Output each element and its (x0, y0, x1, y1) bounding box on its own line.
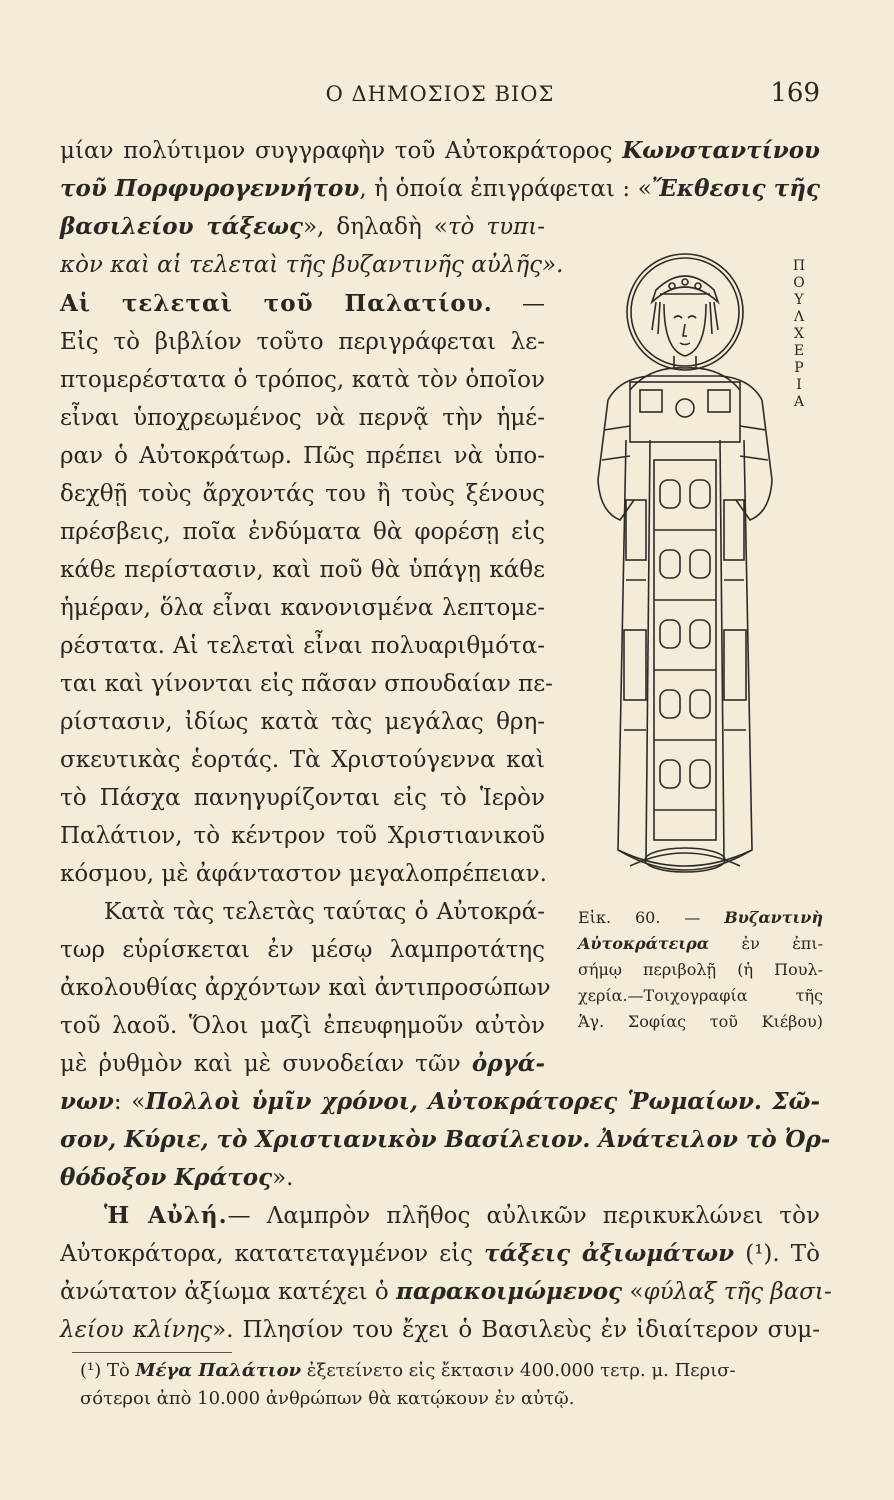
text-span: μὲ ῥυθμὸν καὶ μὲ συνοδείαν τῶν (60, 1051, 472, 1077)
text-line: δεχθῇ τοὺς ἄρχοντάς του ἢ τοὺς ξένους (60, 481, 545, 507)
caption-line: Ἁγ. Σοφίας τοῦ Κιέβου) (578, 1012, 823, 1031)
text-line (60, 1239, 820, 1269)
caption-emphasis: Αὐτοκράτειρα (578, 934, 710, 953)
book-title: βασιλείου τάξεως (60, 213, 303, 240)
text-line: πρέσβεις, ποῖα ἐνδύματα θὰ φορέσῃ εἰς (60, 519, 545, 545)
acclamation: θόδοξον Κράτος (60, 1164, 273, 1191)
text-line (60, 212, 545, 242)
footnote-rule (72, 1352, 232, 1353)
text-span: : « (113, 1089, 146, 1115)
caption-line: χερία.—Τοιχογραφία τῆς (578, 986, 823, 1005)
text-line (60, 174, 820, 204)
acclamation: Πολλοὶ ὑμῖν χρόνοι, Αὐτοκράτορες Ῥωμαίων. Σῶ- (145, 1088, 820, 1115)
empress-drawing (590, 250, 780, 890)
section-heading: Ἡ Αὐλή. (104, 1202, 228, 1229)
label-letter: Ε (793, 343, 805, 359)
text-line (60, 136, 820, 166)
text-span: « (622, 1279, 644, 1305)
emphasis: παρακοιμώμενος (396, 1278, 623, 1305)
text-span: ἀνώτατον ἀξίωμα κατέχει ὁ (60, 1279, 397, 1305)
label-letter: Ι (796, 377, 802, 393)
running-header (60, 78, 820, 118)
quoted-phrase: λείου κλίνης (60, 1317, 213, 1343)
text-line: Κατὰ τὰς τελετὰς ταύτας ὁ Αὐτοκρά- (104, 899, 545, 925)
text-line: τωρ εὑρίσκεται ἐν μέσῳ λαμπροτάτης (60, 937, 545, 963)
text-line (60, 1049, 545, 1079)
label-letter: Υ (794, 292, 804, 308)
label-letter: Λ (793, 309, 805, 325)
section-heading-line (60, 289, 545, 319)
label-letter: Π (792, 258, 806, 274)
section-heading-line (104, 1201, 820, 1231)
section-heading: Αἱ τελεταὶ τοῦ Παλατίου. (60, 290, 493, 317)
label-letter: Α (793, 394, 805, 410)
caption-line (578, 931, 823, 957)
caption-line (578, 905, 823, 931)
text-line: κόσμου, μὲ ἀφάνταστον μεγαλοπρέπειαν. (60, 861, 547, 887)
emperor-epithet: τοῦ Πορφυρογεννήτου (60, 175, 360, 202)
text-line (60, 1163, 294, 1193)
footnote-line (80, 1358, 736, 1384)
figure-number: Εἰκ. 60. — (578, 908, 725, 927)
text-span: Αὐτοκράτορα, κατατεταγμένον εἰς (60, 1241, 485, 1267)
text-span: », δηλαδὴ « (302, 214, 448, 240)
text-line: ρίστασιν, ἰδίως κατὰ τὰς μεγάλας θρη- (60, 709, 545, 735)
emphasis: ὀργά- (471, 1050, 545, 1077)
text-span: ». Πλησίον του ἔχει ὁ Βασιλεὺς ἐν ἰδιαίτερον συμ- (212, 1317, 820, 1343)
text-line: εἶναι ὑποχρεωμένος νὰ περνᾷ τὴν ἡμέ- (60, 405, 545, 431)
text-span: , ἡ ὁποία ἐπιγράφεται : « (359, 176, 652, 202)
text-line: κάθε περίστασιν, καὶ ποῦ θὰ ὑπάγῃ κάθε (60, 557, 545, 583)
running-title: Ο ΔΗΜΟΣΙΟΣ ΒΙΟΣ (325, 82, 555, 106)
text-line: ται καὶ γίνονται εἰς πᾶσαν σπουδαίαν πε- (60, 671, 553, 697)
text-line: τοῦ λαοῦ. Ὅλοι μαζὶ ἐπευφημοῦν αὐτὸν (60, 1013, 545, 1039)
text-line: ἡμέραν, ὅλα εἶναι κανονισμένα λεπτομε- (60, 595, 545, 621)
empress-illustration (590, 250, 780, 890)
text-span: ». (272, 1165, 294, 1191)
emphasis: τάξεις ἀξιωμάτων (484, 1240, 735, 1267)
caption-line: σήμῳ περιβολῇ (ἡ Πουλ- (578, 960, 823, 979)
text-line (60, 1315, 820, 1345)
text-line (60, 1087, 820, 1117)
label-letter: Χ (794, 326, 804, 342)
footnote-marker: (¹) Τὸ (80, 1360, 136, 1381)
dash: — (522, 291, 545, 317)
caption-emphasis: Βυζαντινὴ (724, 908, 823, 927)
text-span: (¹). Τὸ (734, 1241, 820, 1267)
figure-caption (578, 905, 823, 1035)
footnote-line: σότεροι ἀπὸ 10.000 ἀνθρώπων θὰ κατῴκουν ἐν αὐτῷ. (80, 1388, 575, 1409)
text-line (60, 1277, 832, 1307)
figure-vertical-label (790, 258, 808, 411)
text-line: πτομερέστατα ὁ τρόπος, κατὰ τὸν ὁποῖον (60, 367, 545, 393)
label-letter: Ο (793, 275, 805, 291)
text-line: σκευτικὰς ἑορτάς. Τὰ Χριστούγεννα καὶ (60, 747, 545, 773)
quoted-phrase: φύλαξ τῆς βασι- (643, 1279, 832, 1305)
emperor-name: Κωνσταντίνου (622, 137, 820, 164)
text-line: ραν ὁ Αὐτοκράτωρ. Πῶς πρέπει νὰ ὑπο- (60, 443, 545, 469)
text-line: σον, Κύριε, τὸ Χριστιανικὸν Βασίλειον. Ἀνάτειλον τὸ Ὀρ- (60, 1126, 831, 1153)
label-letter: Ρ (794, 360, 804, 376)
text-line: ἀκολουθίας ἀρχόντων καὶ ἀντιπροσώπων (60, 975, 551, 1001)
quoted-phrase: τὸ τυπι- (447, 214, 545, 240)
emphasis: νων (60, 1088, 114, 1115)
text-span: — Λαμπρὸν πλῆθος αὐλικῶν περικυκλώνει τὸν (227, 1203, 820, 1229)
text-line: ρέστατα. Αἱ τελεταὶ εἶναι πολυαριθμότα- (60, 633, 545, 659)
caption-text: ἐν ἐπι- (709, 934, 823, 953)
text-line: Εἰς τὸ βιβλίον τοῦτο περιγράφεται λε- (60, 329, 545, 355)
text-line: τὸ Πάσχα πανηγυρίζονται εἰς τὸ Ἱερὸν (60, 785, 545, 811)
page-number: 169 (770, 78, 820, 108)
footnote-emphasis: Μέγα Παλάτιον (135, 1360, 302, 1381)
book-title: Ἔκθεσις τῆς (651, 175, 820, 202)
text-line: Παλάτιον, τὸ κέντρον τοῦ Χριστιανικοῦ (60, 823, 545, 849)
text-span: μίαν πολύτιμον συγγραφὴν τοῦ Αὐτοκράτορος (60, 138, 623, 164)
text-line: κὸν καὶ αἱ τελεταὶ τῆς βυζαντινῆς αὐλῆς». (60, 252, 564, 278)
footnote-text: ἐξετείνετο εἰς ἔκτασιν 400.000 τετρ. μ. Περισ- (301, 1360, 736, 1381)
